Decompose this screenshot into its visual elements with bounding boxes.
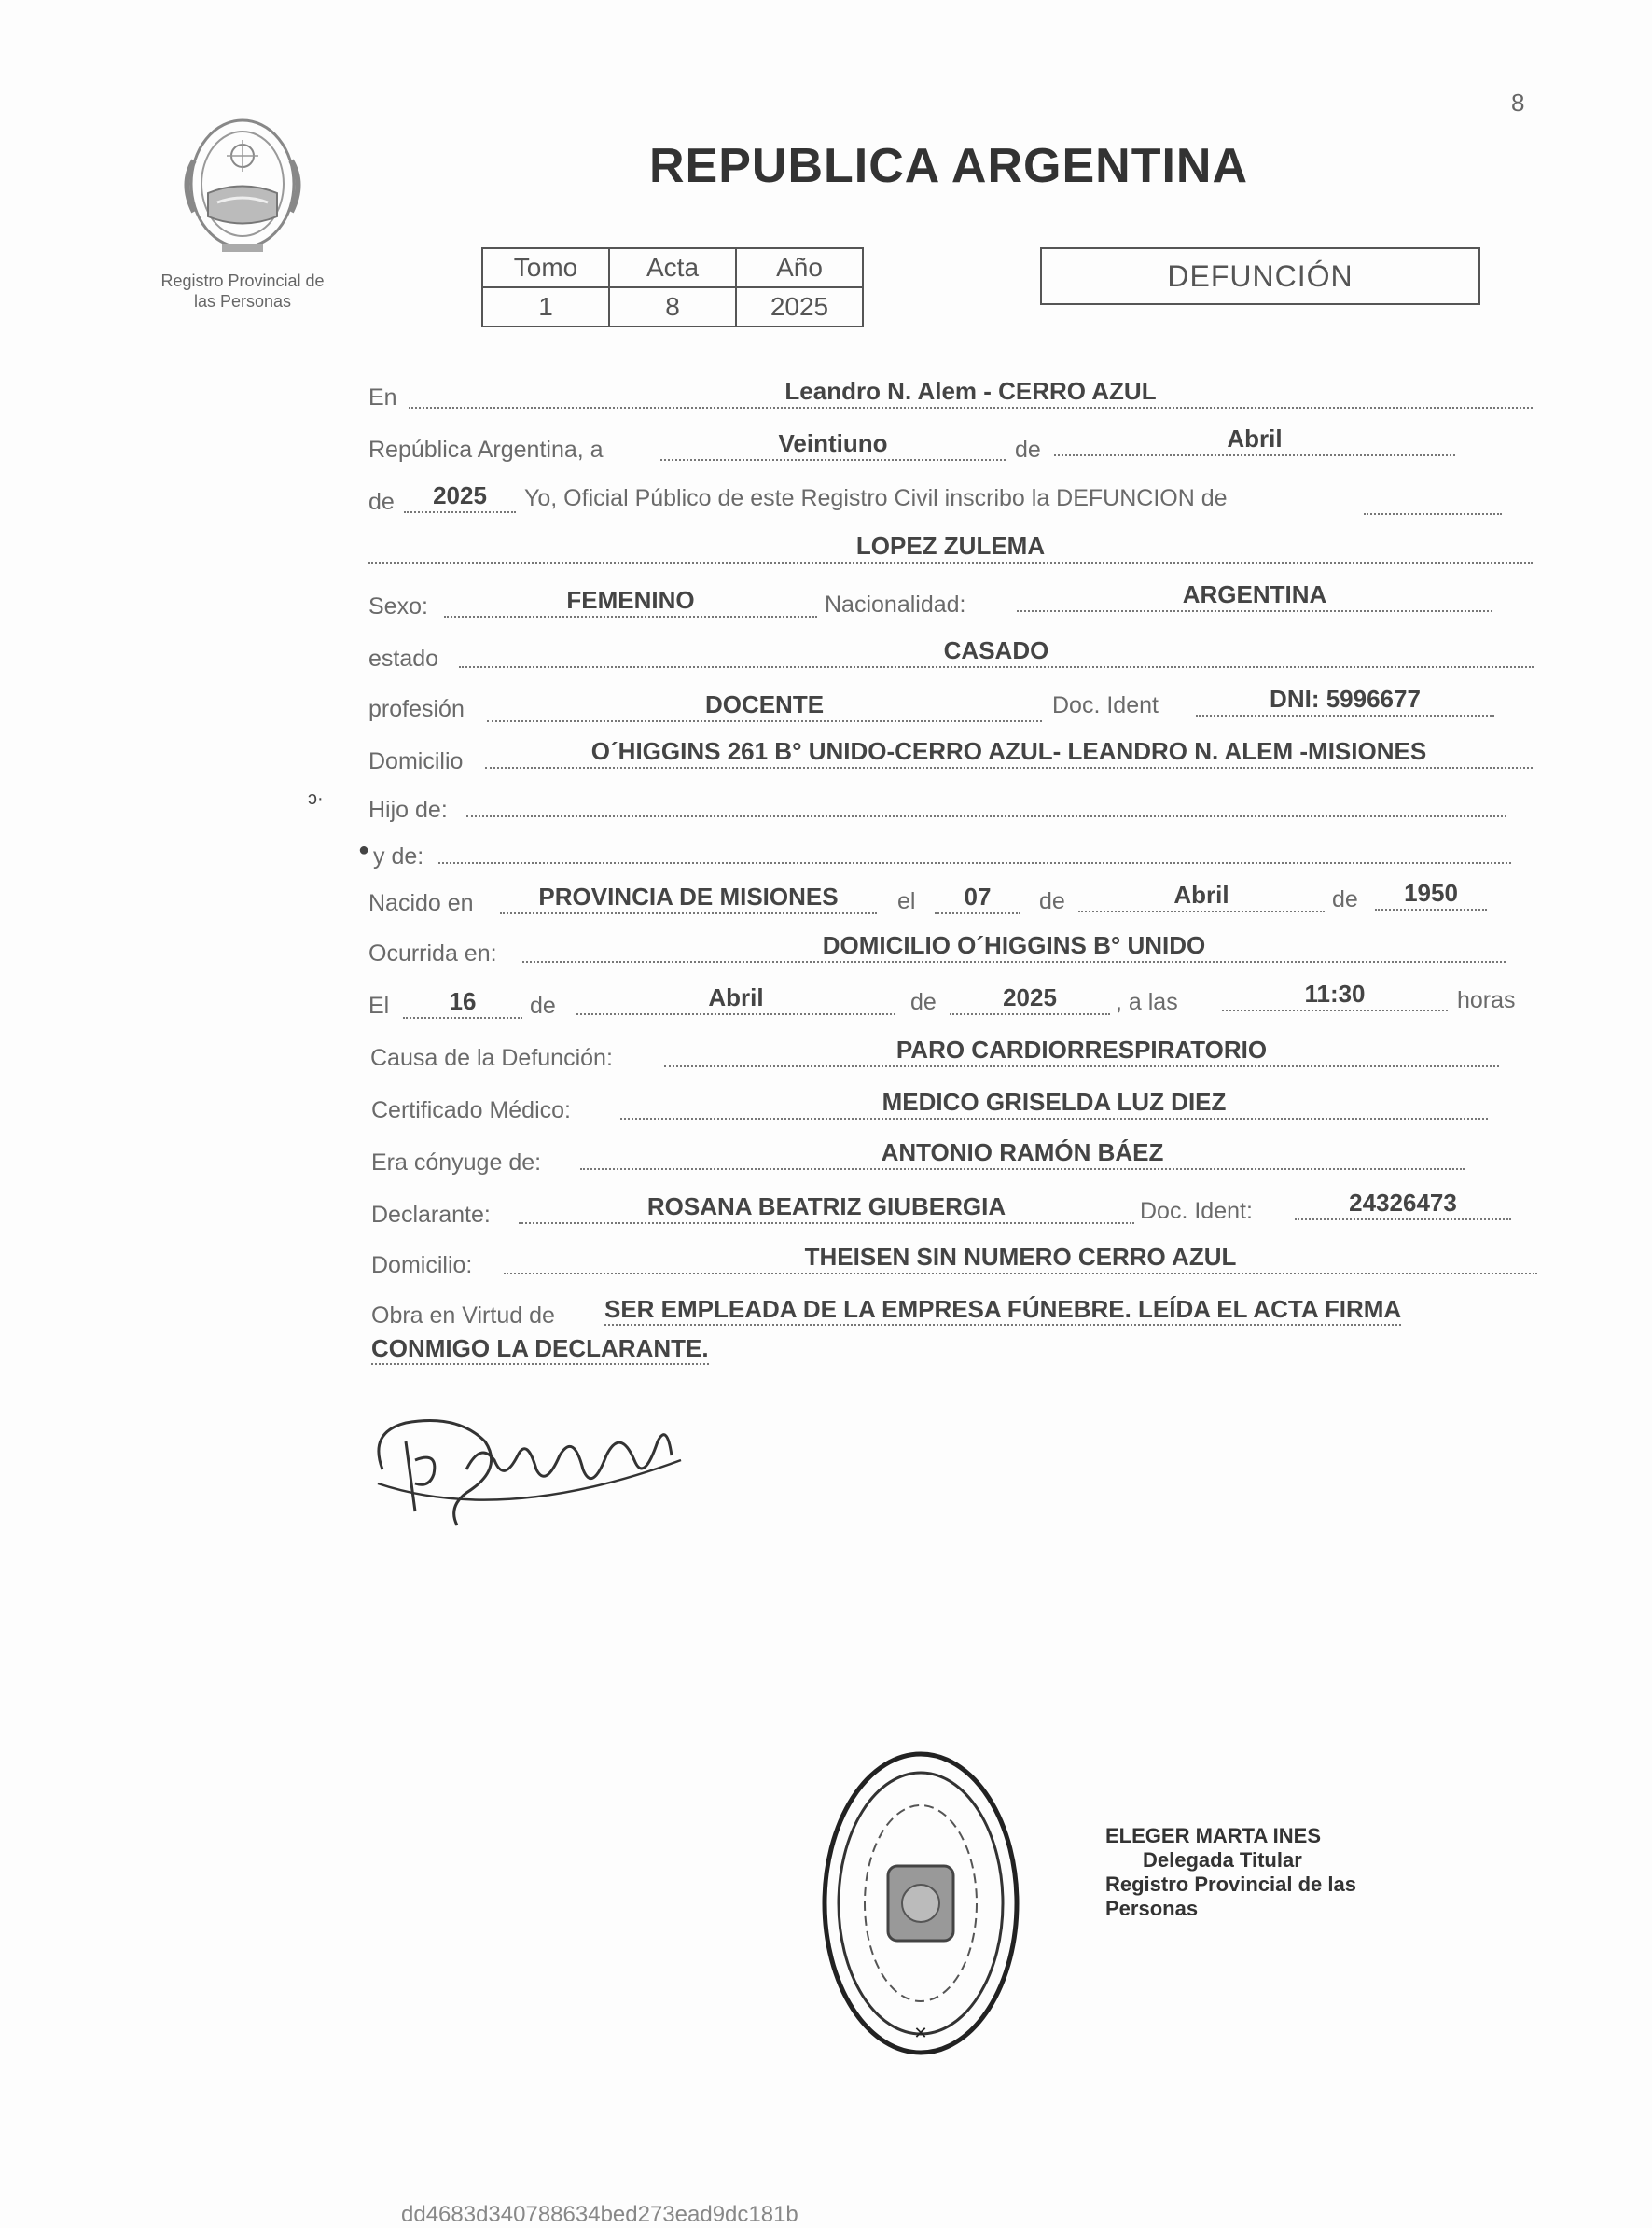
death-time-value: 11:30 xyxy=(1222,980,1448,1011)
a-las-label: , a las xyxy=(1116,989,1178,1015)
el-label-2: El xyxy=(368,993,390,1019)
page-number: 8 xyxy=(1511,89,1525,117)
de-label-4: de xyxy=(530,993,556,1019)
profesion-label: profesión xyxy=(368,696,465,722)
nacido-label: Nacido en xyxy=(368,890,474,916)
bullet-mark: ● xyxy=(358,840,370,860)
republica-label: República Argentina, a xyxy=(368,437,604,463)
birth-day-value: 07 xyxy=(935,883,1020,914)
obra-line-1: SER EMPLEADA DE LA EMPRESA FÚNEBRE. LEÍDA EL ACTA FIRMA xyxy=(604,1295,1401,1326)
doc-ident-label: Doc. Ident xyxy=(1052,692,1159,718)
horas-label: horas xyxy=(1457,987,1516,1013)
official-round-stamp-icon xyxy=(821,1749,1021,2057)
nacionalidad-value: ARGENTINA xyxy=(1017,580,1492,612)
ref-header-acta: Acta xyxy=(609,248,736,287)
estado-value: CASADO xyxy=(459,636,1534,668)
ref-value-anio: 2025 xyxy=(736,287,863,327)
agency-line-2: las Personas xyxy=(193,292,292,311)
page-title: REPUBLICA ARGENTINA xyxy=(649,139,1249,193)
signer-role: Delegada Titular xyxy=(1143,1848,1302,1872)
certificado-value: MEDICO GRISELDA LUZ DIEZ xyxy=(620,1088,1488,1120)
ref-header-tomo: Tomo xyxy=(482,248,609,287)
place-value: Leandro N. Alem - CERRO AZUL xyxy=(409,377,1533,409)
declarante-domicilio-value: THEISEN SIN NUMERO CERRO AZUL xyxy=(504,1243,1537,1274)
ref-header-anio: Año xyxy=(736,248,863,287)
doc-ident-value: DNI: 5996677 xyxy=(1196,685,1494,717)
signer-org: Registro Provincial de las Personas xyxy=(1105,1873,1356,1920)
signer-block xyxy=(1105,1824,1441,1921)
domicilio-label-2: Domicilio: xyxy=(371,1252,473,1278)
causa-label: Causa de la Defunción: xyxy=(370,1045,613,1071)
provincial-emblem-seal-icon xyxy=(166,104,319,263)
year-prefix-label: de xyxy=(368,489,395,515)
conyuge-value: ANTONIO RAMÓN BÁEZ xyxy=(580,1138,1465,1170)
nacido-value: PROVINCIA DE MISIONES xyxy=(500,883,877,914)
en-label: En xyxy=(368,384,397,411)
ocurrida-label: Ocurrida en: xyxy=(368,940,497,967)
birth-month-value: Abril xyxy=(1078,881,1325,912)
doc-ident-label-2: Doc. Ident: xyxy=(1140,1198,1253,1224)
agency-line-1: Registro Provincial de xyxy=(160,272,325,290)
hijo-de-dots xyxy=(466,786,1506,817)
obra-label: Obra en Virtud de xyxy=(371,1302,555,1329)
ocurrida-value: DOMICILIO O´HIGGINS B° UNIDO xyxy=(522,931,1506,963)
sexo-label: Sexo: xyxy=(368,593,428,620)
domicilio-value: O´HIGGINS 261 B° UNIDO-CERRO AZUL- LEANDRO N. ALEM -MISIONES xyxy=(485,737,1533,769)
de-label-5: de xyxy=(910,989,937,1015)
de-label: de xyxy=(1015,437,1041,463)
signer-name: ELEGER MARTA INES xyxy=(1105,1824,1322,1847)
svg-text:✕: ✕ xyxy=(913,2024,928,2042)
deceased-name-value: LOPEZ ZULEMA xyxy=(368,532,1533,564)
el-label: el xyxy=(897,888,916,914)
inscribe-text: Yo, Oficial Público de este Registro Civil inscribo la DEFUNCION de xyxy=(524,485,1228,511)
domicilio-label: Domicilio xyxy=(368,748,464,774)
margin-mark: ↄ· xyxy=(308,788,324,809)
de-label-2: de xyxy=(1039,888,1065,914)
declarante-value: ROSANA BEATRIZ GIUBERGIA xyxy=(519,1192,1134,1224)
ref-value-tomo: 1 xyxy=(482,287,609,327)
inscribe-dots xyxy=(1364,483,1502,515)
ref-value-acta: 8 xyxy=(609,287,736,327)
y-de-label: y de: xyxy=(373,843,424,870)
document-hash: dd4683d340788634bed273ead9dc181b xyxy=(401,2202,798,2227)
death-day-value: 16 xyxy=(403,987,522,1019)
nacionalidad-label: Nacionalidad: xyxy=(825,592,966,618)
causa-value: PARO CARDIORRESPIRATORIO xyxy=(664,1036,1499,1067)
death-month-value: Abril xyxy=(576,983,895,1015)
conyuge-label: Era cónyuge de: xyxy=(371,1149,542,1176)
declarante-label: Declarante: xyxy=(371,1202,491,1228)
declarante-doc-value: 24326473 xyxy=(1295,1189,1511,1220)
handwritten-signature-icon xyxy=(364,1404,690,1535)
sexo-value: FEMENINO xyxy=(444,586,817,618)
de-label-3: de xyxy=(1332,886,1358,912)
birth-year-value: 1950 xyxy=(1375,879,1487,911)
estado-label: estado xyxy=(368,646,439,672)
month-value: Abril xyxy=(1054,425,1455,456)
certificado-label: Certificado Médico: xyxy=(371,1097,571,1123)
death-year-value: 2025 xyxy=(950,983,1110,1015)
day-text-value: Veintiuno xyxy=(660,429,1006,461)
agency-name xyxy=(140,271,345,312)
record-type-box: DEFUNCIÓN xyxy=(1040,247,1480,305)
hijo-de-label: Hijo de: xyxy=(368,797,448,823)
y-de-dots xyxy=(438,832,1511,864)
profesion-value: DOCENTE xyxy=(487,690,1042,722)
year-value: 2025 xyxy=(404,481,516,513)
obra-line-2: CONMIGO LA DECLARANTE. xyxy=(371,1334,709,1365)
reference-table xyxy=(481,247,864,327)
